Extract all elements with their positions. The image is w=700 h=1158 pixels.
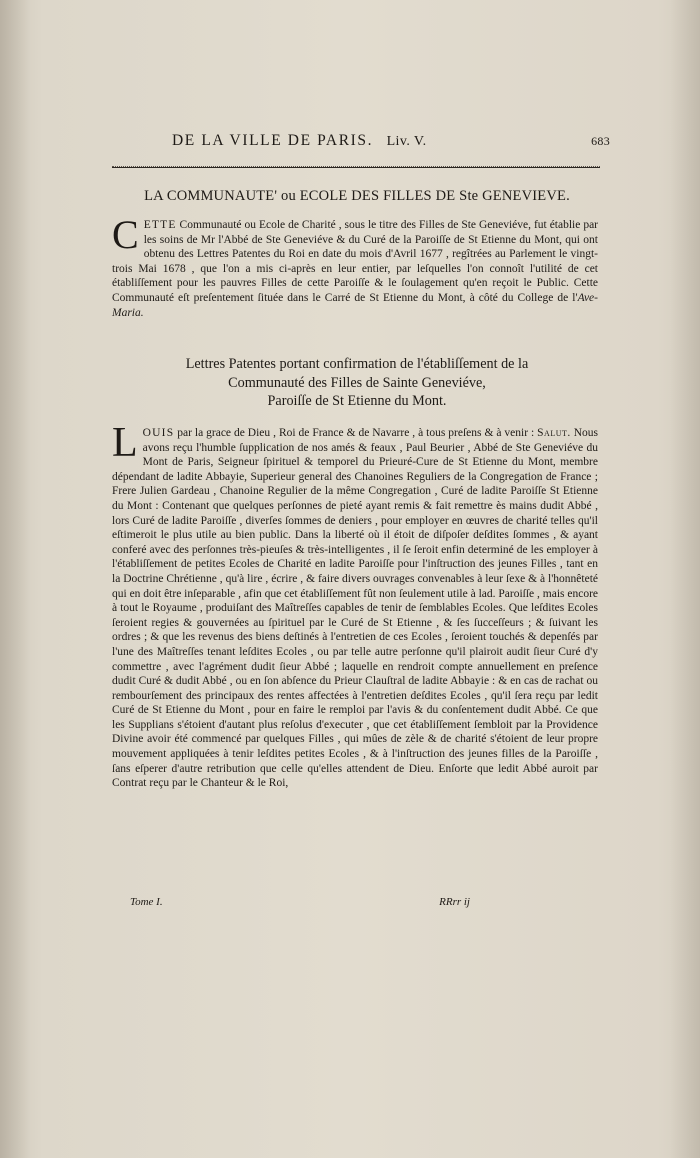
letters-patent-body xyxy=(112,420,599,791)
page-edge-shadow-left xyxy=(0,0,30,1158)
section-title: LA COMMUNAUTE' ou ECOLE DES FILLES DE Ste GENEVIEVE. xyxy=(144,188,570,204)
heading-line-2: Communauté des Filles de Sainte Geneviéve, xyxy=(228,374,486,391)
body-dropcap: L xyxy=(112,420,138,466)
page-edge-shadow-right xyxy=(670,0,700,1158)
body-text-b: Nous avons reçu l'humble ſupplication de nos amés & feaux , Paul Beurier , Abbé de Ste Geneviéve du Mont de Paris, Seigneur ſpirituel & temporel du Prieuré-Cure de St Etienne du Mont, membre dépendant de ladite Abbayie, Superieur general des Chanoines Reguliers de la Congregation de France ; Frere Julien Gardeau , Chanoine Regulier de la même Congregation , Curé de ladite Paroiſſe St Etienne du Mont : Contenant que quelques perſonnes de pieté ayant remis & fait remettre ès mains dudit Abbé , lors Curé de ladite Paroiſſe , diverſes ſommes de deniers , pour employer en œuvres de charité telles qu'il eſtimeroit le plus utile au bien public. Dans la liberté où il étoit de diſpoſer deſdites ſommes , & ayant conferé avec des perſonnes très-pieuſes & très-intelligentes , il ſe ſeroit enfin determiné de les employer à l'établiſſement de petites Ecoles de Charité en ladite Paroiſſe pour l'inſtruction des jeunes Filles , tant en la Doctrine Chrétienne , qu'à lire , écrire , & faire divers ouvrages convenables à leur ſexe & à l'honnêteté qui en doit être inſeparable , afin que cet établiſſement fût non ſeulement utile à lad. Paroiſſe , mais encore à tout le Royaume , produiſant des Maîtreſſes capables de tenir de ſemblables Ecoles. Que leſdites Ecoles ſeroient regies & gouvernées au ſpirituel par le Curé de St Etienne , & ſes ſucceſſeurs ; & ſuivant les ordres ; & que les revenus des biens deſtinés à l'entretien de ces Ecoles , ſeroient touchés & depenſés par l'une des Maîtreſſes tenant leſdites Ecoles , ou par telle autre perſonne qu'il plairoit audit ſieur Curé d'y commettre , avec l'agrément dudit ſieur Abbé ; laquelle en rendroit compte annuellement en preſence dudit Curé & dudit Abbé , ou en ſon abſence du Prieur Clauſtral de ladite Abbayie : & en cas de rachat ou rembourſement des principaux des rentes affectées à l'entretien deſdites Ecoles , qu'il ſera reçu par ledit Curé de St Etienne du Mont , pour en faire le remploi par l'avis & du conſentement dudit Abbé. Ce que les Supplians s'étoient d'autant plus reſolus d'executer , que cet établiſſement ſembloit par la Providence Divine avoir été commencé par quelques Filles , qui mûes de zèle & de charité s'étoient de leur propre mouvement appliquées à tenir leſdites petites Ecoles , & à l'inſtruction des jeunes filles de la Paroiſſe , ſans eſperer d'autre retribution que celle qu'elles attendent de Dieu. Enſorte que ledit Abbé auroit par Contrat reçu par le Chanteur & le Roi, xyxy=(112,427,599,790)
intro-italic-end: Ave-Maria. xyxy=(112,291,598,319)
volume-label: Tome I. xyxy=(130,896,163,908)
heading-line-1: Lettres Patentes portant confirmation de l'établiſſement de la xyxy=(185,356,529,372)
body-first-word: OUIS xyxy=(142,427,175,439)
header-rule xyxy=(112,167,600,168)
body-text-a: par la grace de Dieu , Roi de France & de Navarre , à tous preſens & à venir : xyxy=(174,427,538,439)
page-number: 683 xyxy=(591,134,610,148)
book-number: Liv. V. xyxy=(386,134,427,149)
running-title-text: DE LA VILLE DE PARIS. xyxy=(172,132,374,149)
intro-text: Communauté ou Ecole de Charité , sous le titre des Filles de Ste Geneviéve, fut établie par les soins de Mr l'Abbé de Ste Geneviéve & du Curé de la Paroiſſe de St Etienne du Mont, qui ont obtenu des Lettres Patentes du Roi en date du mois d'Avril 1677 , regîtrées au Parlement le vingt-trois Mai 1678 , que l'on a mis ci-après en leur entier, par leſquelles l'on connoît l'utilité de cet établiſſement pour les pauvres Filles de cette Paroiſſe & le ſoulagement qu'en reçoit le Public. Cette Communauté eſt preſentement ſituée dans le Carré de St Etienne du Mont, à côté du College de l' xyxy=(112,219,598,304)
intro-dropcap: C xyxy=(112,212,139,257)
running-head xyxy=(110,132,610,154)
signature-mark: RRrr ij xyxy=(439,896,470,908)
running-title xyxy=(172,132,426,150)
page-footer xyxy=(130,896,470,912)
body-salut: Salut. xyxy=(537,427,571,439)
heading-line-3: Paroiſſe de St Etienne du Mont. xyxy=(267,393,447,409)
intro-first-word: ETTE xyxy=(143,219,177,231)
header-ornament-rule xyxy=(112,158,600,167)
letters-patent-heading xyxy=(112,355,602,411)
intro-paragraph xyxy=(112,212,598,320)
